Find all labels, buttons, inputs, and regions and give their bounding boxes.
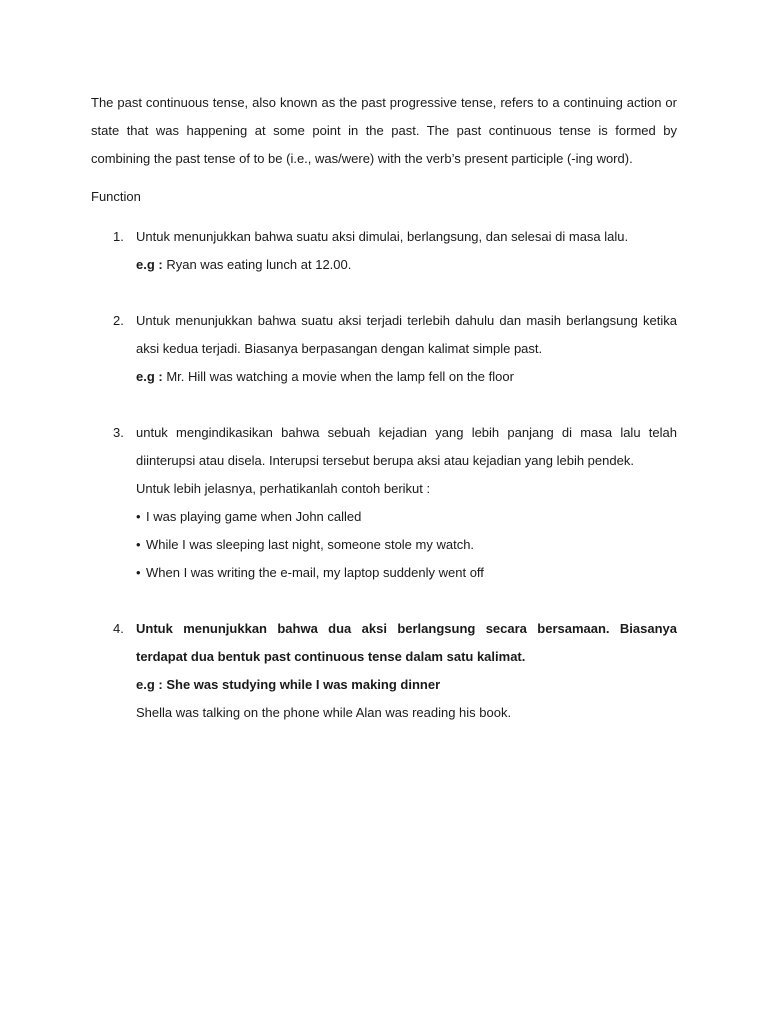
item-number: 1. bbox=[113, 229, 124, 244]
example-prefix: e.g : bbox=[136, 369, 163, 384]
item-extra-example: Shella was talking on the phone while Alan was reading his book. bbox=[136, 705, 512, 720]
item-example bbox=[136, 251, 677, 279]
bullet-text: When I was writing the e-mail, my laptop suddenly went off bbox=[146, 565, 484, 580]
intro-paragraph: The past continuous tense, also known as the past progressive tense, refers to a continuing action or state that was happening at some point in the past. The past continuous tense is formed by combining the past tense of to be (i.e., was/were) with the verb’s present participle (-ing word). bbox=[91, 95, 677, 166]
bullet-icon: • bbox=[136, 509, 141, 524]
item-subtext: Untuk lebih jelasnya, perhatikanlah contoh berikut : bbox=[136, 481, 431, 496]
example-bullet-list bbox=[136, 503, 677, 587]
item-example: e.g : She was studying while I was making dinner bbox=[136, 677, 441, 692]
bullet-text: While I was sleeping last night, someone stole my watch. bbox=[146, 537, 475, 552]
item-number: 3. bbox=[113, 425, 124, 440]
example-bullet bbox=[136, 559, 677, 587]
item-example bbox=[136, 363, 677, 391]
example-text: Mr. Hill was watching a movie when the lamp fell on the floor bbox=[162, 369, 514, 384]
function-heading: Function bbox=[91, 189, 141, 204]
item-description: untuk mengindikasikan bahwa sebuah kejadian yang lebih panjang di masa lalu telah diinterupsi atau disela. Interupsi tersebut berupa aksi atau kejadian yang lebih pendek. bbox=[136, 425, 677, 468]
function-list bbox=[91, 223, 677, 727]
bullet-icon: • bbox=[136, 537, 141, 552]
item-description: Untuk menunjukkan bahwa suatu aksi dimulai, berlangsung, dan selesai di masa lalu. bbox=[136, 229, 629, 244]
example-prefix: e.g : bbox=[136, 257, 163, 272]
function-item-1 bbox=[91, 223, 677, 279]
function-item-4 bbox=[91, 615, 677, 727]
item-number: 4. bbox=[113, 621, 124, 636]
example-text: Ryan was eating lunch at 12.00. bbox=[162, 257, 352, 272]
item-number: 2. bbox=[113, 313, 124, 328]
bullet-text: I was playing game when John called bbox=[146, 509, 362, 524]
item-description: Untuk menunjukkan bahwa suatu aksi terjadi terlebih dahulu dan masih berlangsung ketika aksi kedua terjadi. Biasanya berpasangan dengan kalimat simple past. bbox=[136, 313, 677, 356]
document-page bbox=[91, 89, 677, 727]
function-item-2 bbox=[91, 307, 677, 391]
example-bullet bbox=[136, 531, 677, 559]
function-item-3 bbox=[91, 419, 677, 587]
bullet-icon: • bbox=[136, 565, 141, 580]
example-bullet bbox=[136, 503, 677, 531]
item-description: Untuk menunjukkan bahwa dua aksi berlangsung secara bersamaan. Biasanya terdapat dua bentuk past continuous tense dalam satu kalimat. bbox=[136, 621, 677, 664]
